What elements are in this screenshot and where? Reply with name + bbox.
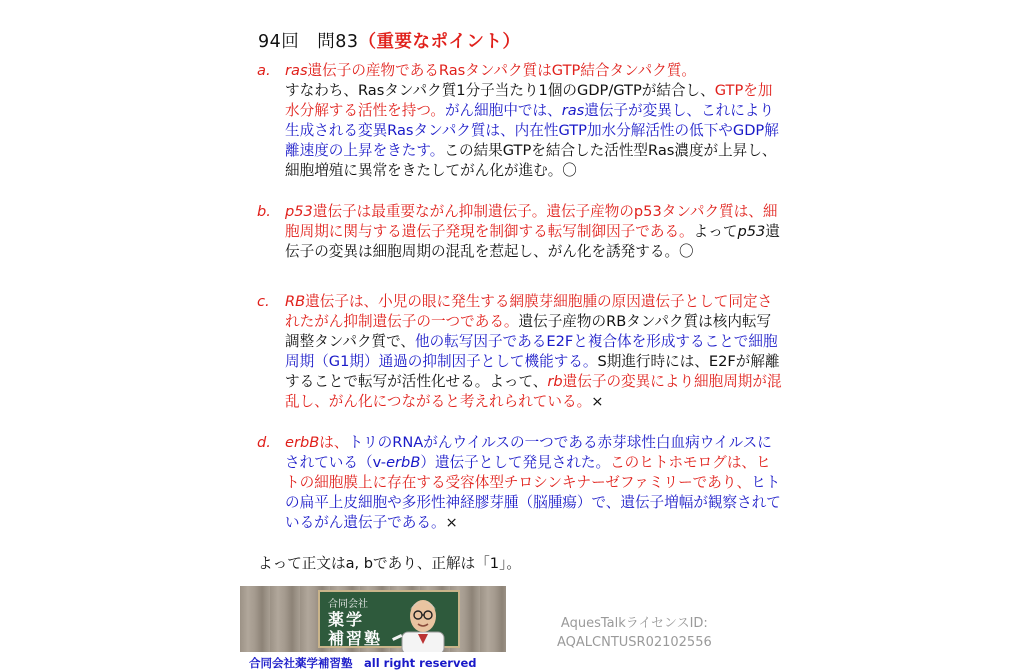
text-segment: ヒトの扁平上皮細胞や多形性神経膠芽腫（脳腫瘍）で、遺伝子増幅が観察されているがん遺伝子である。 [285,474,781,531]
text-segment: 遺伝子は最重要ながん抑制遺伝子。遺伝子産物のp53タンパク質は、細胞周期に関与する遺伝子発現を制御する転写制御因子である。 [285,203,778,240]
text-segment: すなわち、Rasタンパク質1分子当たり1個のGDP/GTPが結合し、 [285,82,715,99]
option-c-text [285,292,782,412]
license-line2: AQALCNTUSR02102556 [557,635,712,650]
gene-name-p53: p53 [737,223,766,240]
text-segment: × [445,514,458,531]
text-segment: 遺伝子の産物であるRasタンパク質はGTP結合タンパク質。 [307,62,697,79]
option-d [257,433,782,533]
text-segment: 遺伝子が変異し、これにより生成される変異Rasタンパク質は、内在性GTP加水分解活性の低下やGDP解離速度の上昇をきたす。 [285,102,779,159]
text-segment: は、 [319,434,349,451]
option-a [257,61,782,181]
copyright-footer: 合同会社薬学補習塾 all right reserved [249,656,477,670]
option-a-text [285,61,782,181]
option-a-label: a. [257,62,271,79]
text-segment: 遺伝子の変異により細胞周期が混乱し、がん化につながると考えれられている。 [285,373,782,410]
option-d-label: d. [257,434,271,451]
text-segment: この結果GTPを結合した活性型Ras濃度が上昇し、細胞増殖に異常をきたしてがん化が進む。〇 [285,142,777,179]
text-segment: ）遺伝子として発見された。 [420,454,611,471]
text-segment: × [591,393,604,410]
text-segment: よって [693,223,738,240]
title-prefix: 94回 問83 [258,32,359,52]
gene-name-ras: ras [285,62,308,79]
option-d-text [285,433,782,533]
text-segment: S期進行時には、E2Fが解離することで転写が活性化せる。よって、 [285,353,780,390]
text-segment: がん細胞中では、 [444,102,562,119]
gene-name-erbb: erbB [386,454,421,471]
text-segment: トリのRNAがんウイルスの一つである赤芽球性白血病ウイルスにされている（v- [285,434,772,471]
option-c [257,292,782,412]
gene-name-erbb: erbB [285,434,320,451]
license-id [557,614,712,652]
page-title [258,28,521,53]
banner-name-line2: 補習塾 [328,629,383,648]
option-b-text [285,202,782,262]
license-line1: AquesTalkライセンスID: [560,616,708,631]
banner-name-line1: 薬学 [328,610,365,629]
gene-name-p53: p53 [285,203,313,220]
text-segment: 遺伝子の変異は細胞周期の混乱を惹起し、がん化を誘発する。〇 [285,223,780,260]
gene-name-rb: rb [547,373,563,390]
gene-name-ras: ras [561,102,585,119]
text-segment: 遺伝子は、小児の眼に発生する網膜芽細胞腫の原因遺伝子として同定されたがん抑制遺伝子の一つである。 [285,293,773,330]
teacher-avatar-icon [388,592,458,652]
text-segment: 遺伝子産物のRBタンパク質は核内転写調整タンパク質で、 [285,313,772,350]
text-segment: このヒトホモログは、ヒトの細胞膜上に存在する受容体型チロシンキナーゼファミリーであり、 [285,454,771,491]
text-segment: GTPを加水分解する活性を持つ。 [285,82,773,119]
banner-company: 合同会社 [328,599,368,610]
gene-name-rb: RB [285,293,306,310]
option-b [257,202,782,262]
option-c-label: c. [257,293,270,310]
conclusion: よって正文はa, bであり、正解は「1」。 [258,555,521,572]
text-segment: 他の転写因子であるE2Fと複合体を形成することで細胞周期（G1期）通過の抑制因子として機能する。 [285,333,778,370]
option-b-label: b. [257,203,271,220]
title-emphasis: （重要なポイント） [358,32,521,52]
company-banner [240,586,506,652]
